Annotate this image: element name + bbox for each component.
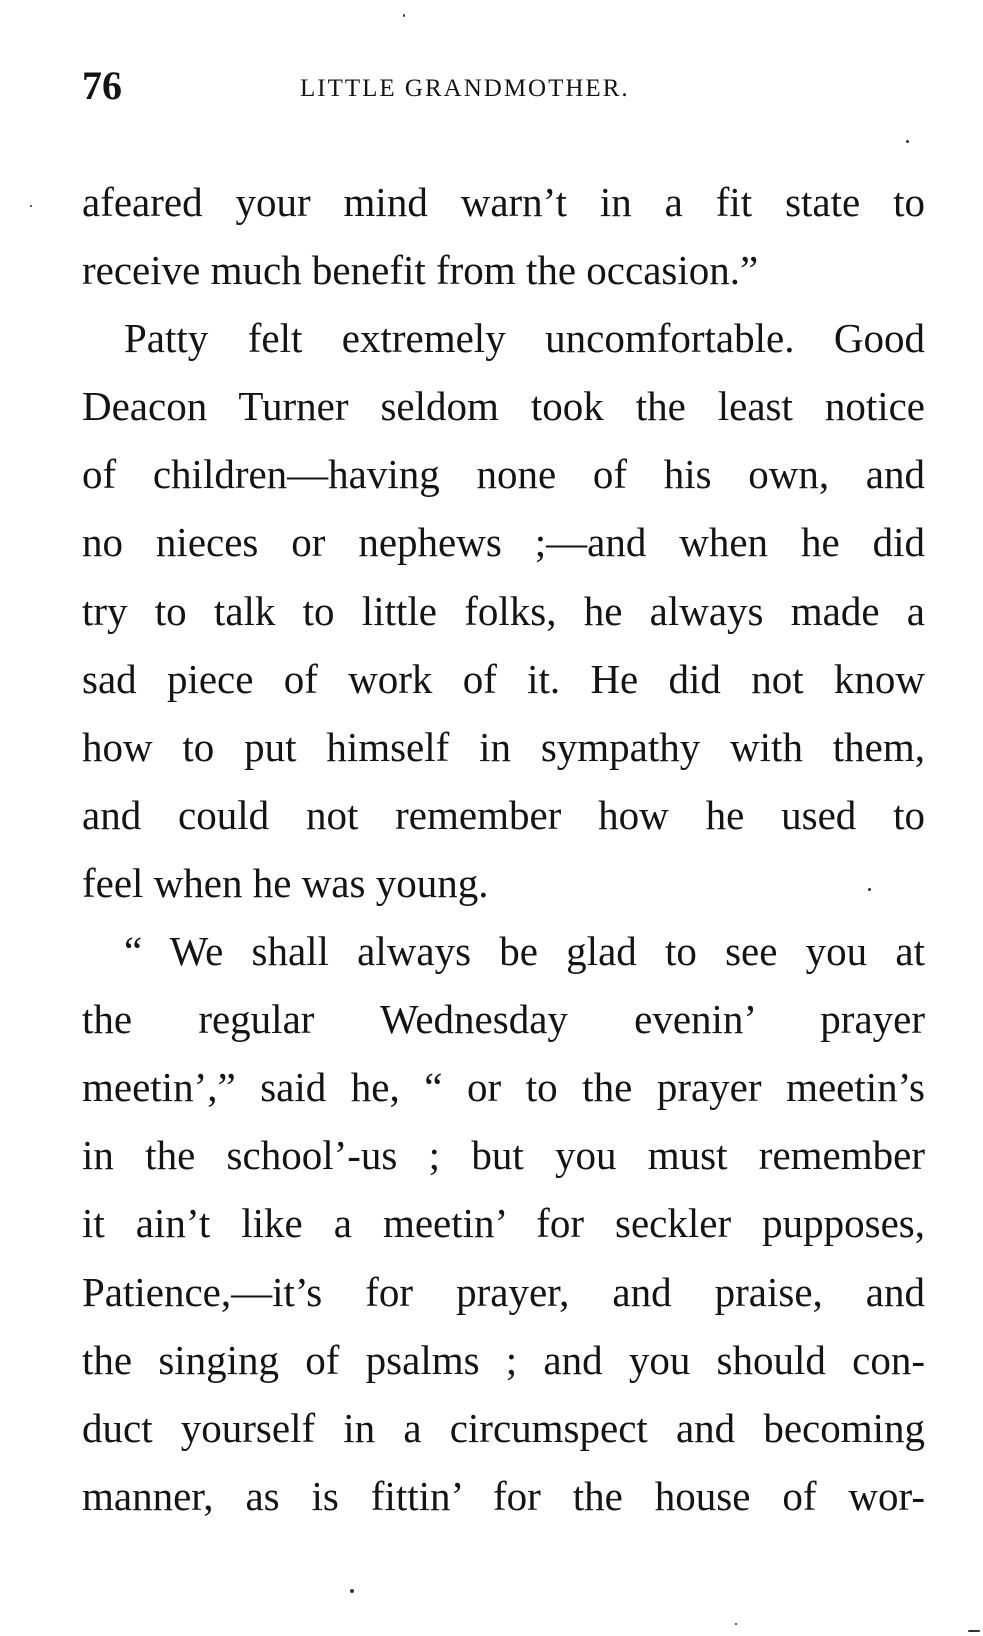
scan-speck	[906, 140, 909, 143]
text-line: try to talk to little folks, he always made a	[82, 587, 925, 634]
text-line: sad piece of work of it. He did not know	[82, 655, 925, 702]
scan-speck	[868, 888, 871, 891]
scan-speck	[350, 1589, 354, 1593]
text-line: afeared your mind warn’t in a fit state to	[82, 179, 925, 225]
text-line: manner, as is fittin’ for the house of wor-	[82, 1472, 925, 1519]
text-line: duct yourself in a circumspect and becoming	[82, 1404, 925, 1451]
scan-speck	[968, 1630, 980, 1632]
running-title: LITTLE GRANDMOTHER.	[300, 75, 630, 102]
text-line: how to put himself in sympathy with them,	[82, 723, 925, 770]
text-line: the singing of psalms ; and you should con-	[82, 1336, 925, 1383]
text-line: Patty felt extremely uncomfortable. Good	[124, 315, 925, 362]
page-number: 76	[82, 63, 122, 108]
text-line: Patience,—it’s for prayer, and praise, and	[82, 1268, 925, 1315]
text-line: no nieces or nephews ;—and when he did	[82, 519, 925, 566]
scan-speck	[735, 1623, 737, 1625]
text-line: in the school’-us ; but you must remember	[82, 1132, 925, 1179]
text-line: of children—having none of his own, and	[82, 451, 925, 498]
page-header	[82, 58, 922, 114]
body-text	[82, 168, 925, 1530]
text-line: and could not remember how he used to	[82, 791, 925, 838]
text-line: receive much benefit from the occasion.”	[82, 247, 759, 294]
text-line: the regular Wednesday evenin’ prayer	[82, 996, 925, 1043]
text-line: Deacon Turner seldom took the least notice	[82, 383, 925, 430]
text-line: feel when he was young.	[82, 859, 489, 906]
scan-speck	[30, 205, 32, 207]
text-line: meetin’,” said he, “ or to the prayer meetin’s	[82, 1064, 925, 1111]
text-line: “ We shall always be glad to see you at	[124, 928, 925, 975]
text-line: it ain’t like a meetin’ for seckler pupposes,	[82, 1200, 925, 1247]
scan-speck	[403, 14, 405, 17]
